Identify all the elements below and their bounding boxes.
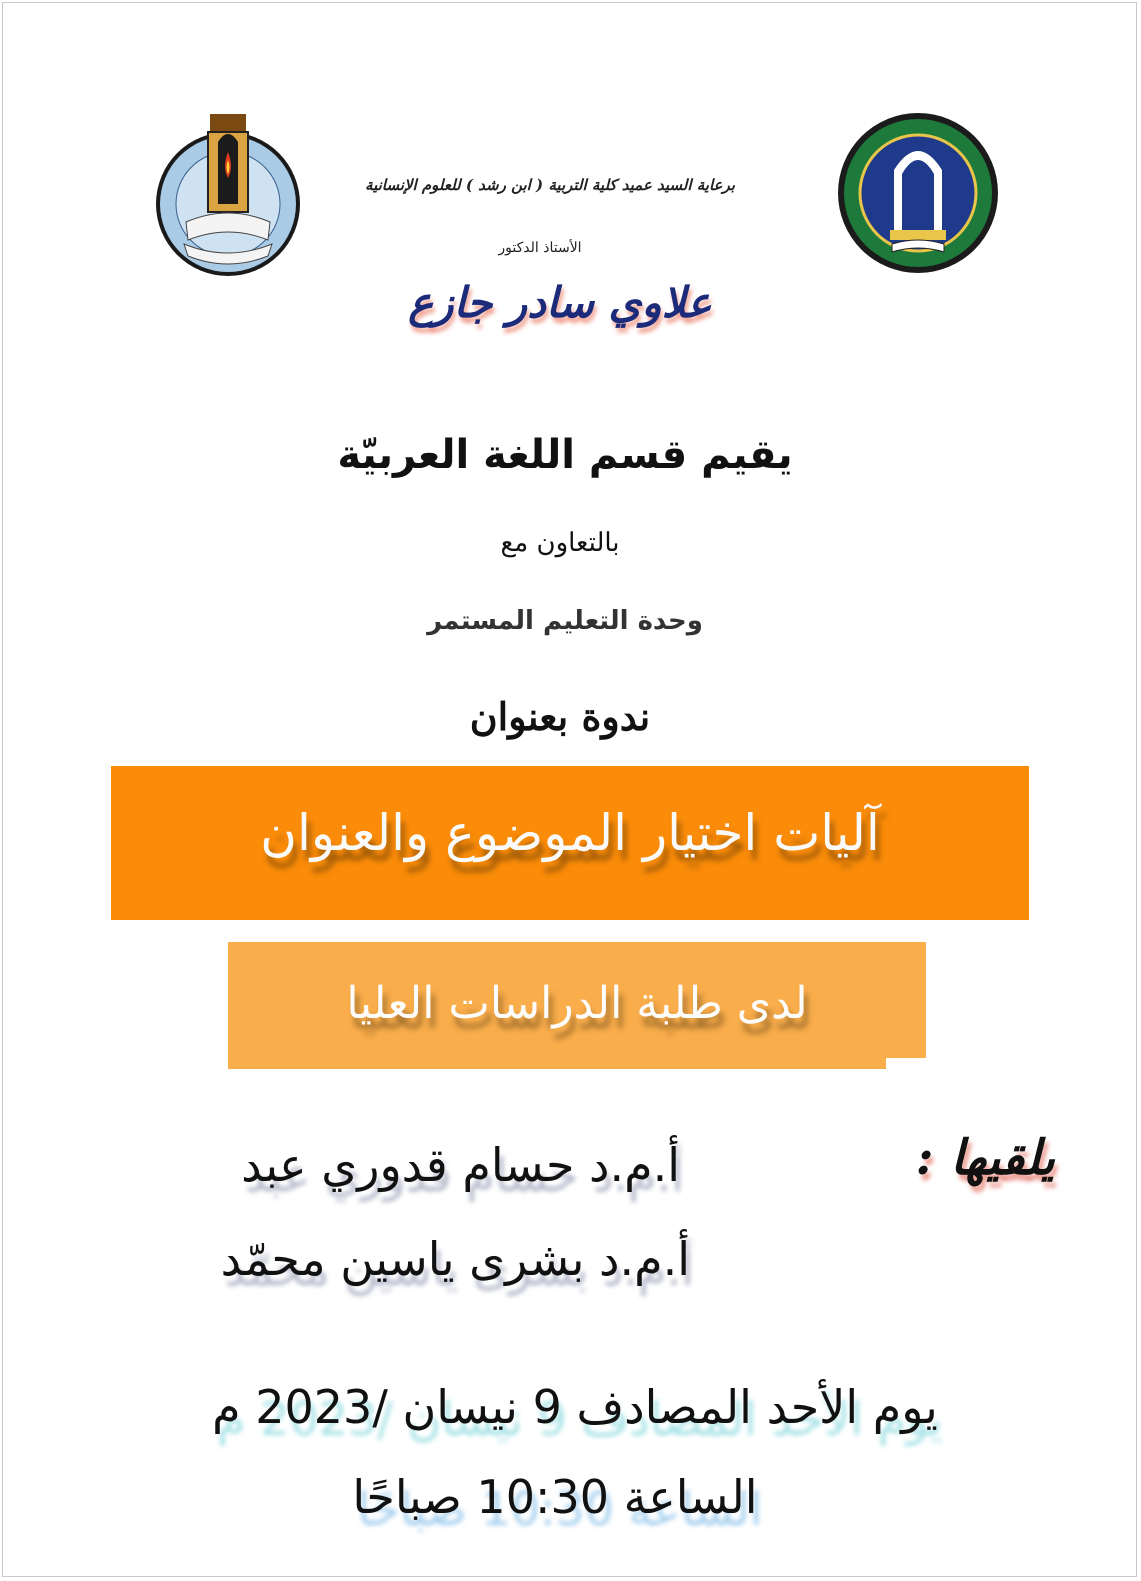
- organizer-heading: يقيم قسم اللغة العربيّة: [337, 432, 793, 478]
- speaker-name: أ.م.د حسام قدوري عبد: [241, 1138, 680, 1192]
- university-of-baghdad-seal-icon: [832, 112, 1004, 274]
- professor-title: الأستاذ الدكتور: [498, 240, 582, 256]
- speaker-name: أ.م.د بشرى ياسين محمّد: [220, 1232, 690, 1286]
- speakers-label: يلقيها :: [915, 1130, 1055, 1186]
- seminar-subtitle-banner: [228, 942, 926, 1069]
- seminar-title-line2: لدى طلبة الدراسات العليا: [346, 978, 808, 1029]
- event-time: الساعة 10:30 صباحًا: [352, 1470, 758, 1524]
- event-date: يوم الأحد المصادف 9 نيسان /2023 م: [212, 1380, 938, 1434]
- cooperation-text: بالتعاون مع: [500, 528, 620, 558]
- dean-name: علاوي سادر جازع: [408, 278, 712, 327]
- seminar-title-banner: [111, 766, 1029, 920]
- seminar-title-line1: آليات اختيار الموضوع والعنوان: [260, 804, 880, 862]
- seminar-heading: ندوة بعنوان: [469, 694, 651, 739]
- banner-notch: [886, 1058, 926, 1070]
- patronage-line: برعاية السيد عميد كلية التربية ( ابن رشد ) للعلوم الإنسانية: [365, 176, 735, 194]
- continuing-education-unit: وحدة التعليم المستمر: [427, 606, 703, 636]
- college-of-education-ibn-rushd-seal-icon: [150, 112, 310, 277]
